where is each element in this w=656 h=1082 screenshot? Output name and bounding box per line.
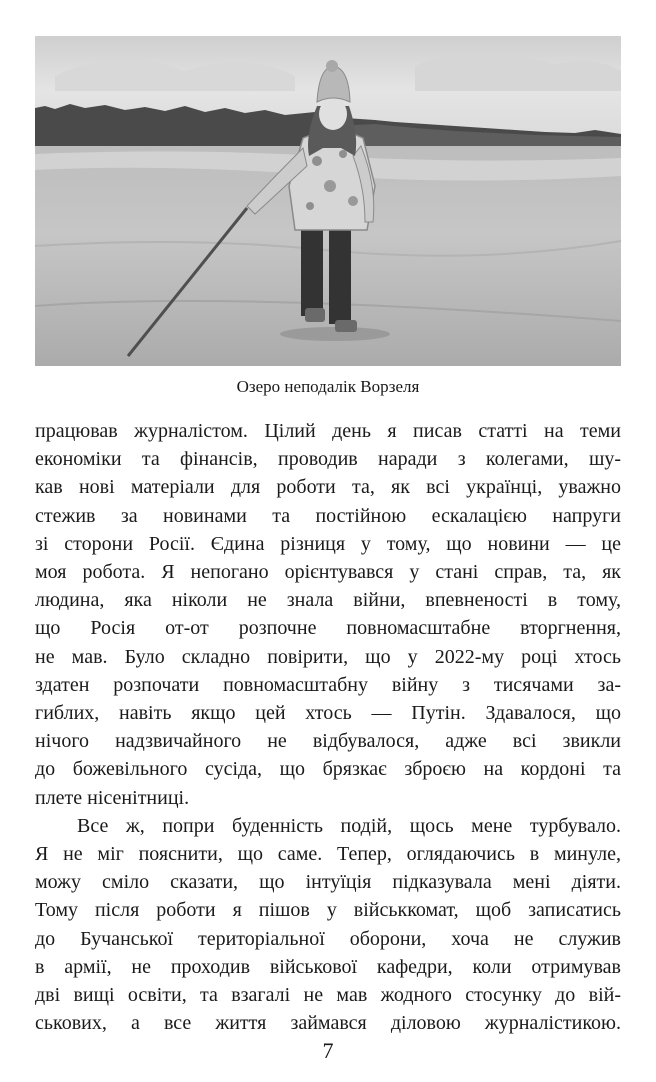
face: [319, 98, 347, 130]
lake-photo: [35, 36, 621, 366]
text-line: Тому після роботи я пішов у військкомат, щоб записатись: [35, 899, 621, 922]
jacket-print: [324, 180, 336, 192]
photo-caption: Озеро неподалік Ворзеля: [236, 377, 420, 396]
text-line: моя робота. Я непогано орієнтувався у стані справ, та, як: [35, 561, 621, 584]
jacket-print: [312, 156, 322, 166]
text-line: Все ж, попри буденність подій, щось мене турбувало.: [77, 814, 621, 837]
paragraph-1: [35, 417, 621, 812]
page-number: 7: [322, 1038, 334, 1063]
text-line: Я не міг пояснити, що саме. Тепер, оглядаючись в минуле,: [35, 843, 621, 866]
boot-right: [335, 320, 357, 332]
text-line: плете нісенітниці.: [35, 786, 190, 809]
text-line: що Росія от-от розпочне повномасштабне вторгнення,: [35, 617, 621, 640]
text-line: кав нові матеріали для роботи та, як всі українці, уважно: [35, 476, 621, 499]
text-line: дві вищі освіти, та взагалі не мав жодного стосунку до вій-: [35, 984, 621, 1007]
body-text: [35, 417, 621, 1037]
jacket-print: [306, 202, 314, 210]
text-line: в армії, не проходив військової кафедри, коли отримував: [35, 955, 621, 978]
text-line: до божевільного сусіда, що брязкає зброєю на кордоні та: [35, 758, 621, 781]
text-line: не мав. Було складно повірити, що у 2022-му році хтось: [35, 645, 621, 668]
jacket-print: [339, 150, 347, 158]
text-line: економіки та фінансів, проводив наради з колегами, шу-: [35, 448, 621, 471]
shadow: [280, 327, 390, 341]
text-line: нічого надзвичайного не відбувалося, адже всі звикли: [35, 730, 621, 753]
boot-left: [305, 308, 325, 322]
leg-right: [329, 224, 351, 324]
text-line: гиблих, навіть якщо цей хтось — Путін. Здавалося, що: [35, 702, 621, 725]
text-line: можу сміло сказати, що інтуїція підказувала мені діяти.: [35, 871, 621, 894]
text-line: зі сторони Росії. Єдина різниця у тому, що новини — це: [35, 532, 621, 555]
text-line: людина, яка ніколи не знала війни, впевненості в тому,: [35, 589, 621, 612]
text-line: до Бучанської територіальної оборони, хоча не служив: [35, 927, 621, 950]
leg-left: [301, 224, 323, 316]
text-line: працював журналістом. Цілий день я писав статті на теми: [35, 420, 621, 442]
hat-pompom: [326, 60, 338, 72]
text-line: стежив за новинами та постійною ескалацією напруги: [35, 504, 621, 527]
text-line: ськових, а все життя займався діловою журналістикою.: [35, 1012, 621, 1035]
paragraph-2: [35, 812, 621, 1038]
jacket-print: [348, 196, 358, 206]
text-line: здатен розпочати повномасштабну війну з тисячами за-: [35, 673, 621, 696]
